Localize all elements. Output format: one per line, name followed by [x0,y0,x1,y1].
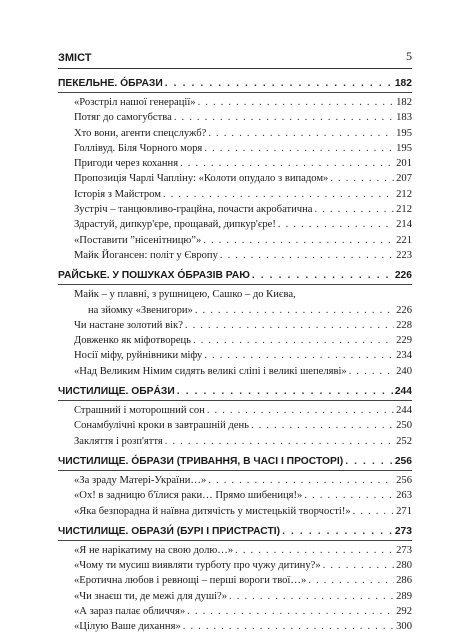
entry-title: Пропозиція Чарлі Чапліну: «Колоти опудало з випадом» [74,173,329,185]
leader-dots [353,504,394,519]
toc-section [58,267,412,379]
toc-entry[interactable] [74,248,412,263]
section-title: ЧИСТИЛИЩЕ. ОБРÁЗИ [58,386,175,398]
entry-page: 280 [396,560,412,572]
toc-entry[interactable] [74,604,412,619]
toc-entry[interactable] [74,573,412,588]
entry-page: 195 [396,127,412,139]
leader-dots [165,434,394,449]
entry-page: 250 [396,420,412,432]
toc-entry[interactable] [74,126,412,141]
section-heading[interactable] [58,267,412,285]
entry-title: «Яка безпорадна й наївна дитячість у мистецькій творчості!» [74,505,351,517]
entry-title: Сонамбулічні кроки в завтрашній день [74,420,249,432]
entry-page: 244 [396,405,412,417]
entry-page: 234 [396,350,412,362]
entry-page: 273 [396,544,412,556]
entry-title: на зйомку «Звенигори» [88,304,193,316]
section-title: ПЕКЕЛЬНЕ. ÓБРАЗИ [58,78,163,89]
entry-title-line1: Майк – у плавні, з рушницею, Сашко – до Києва, [74,289,296,301]
entry-page: 223 [396,249,412,261]
leader-dots [185,318,394,333]
entry-page: 214 [396,219,412,231]
leader-dots [252,267,393,284]
entry-page: 195 [396,142,412,154]
leader-dots [282,523,393,540]
leader-dots [177,383,393,400]
entry-title: «Я не нарікатиму на свою долю…» [74,544,234,556]
entry-title: Історія з Майстром [74,188,161,200]
leader-dots [193,333,394,348]
leader-dots [165,75,393,92]
toc-entry[interactable] [74,187,412,202]
entry-title: «Розстріл нашої генерації» [74,97,196,108]
toc-section [58,75,412,263]
leader-dots [330,171,394,186]
leader-dots [198,95,395,110]
toc-entry[interactable] [74,488,412,503]
entry-title: «Цілую Ваше дихання» [74,621,181,633]
leader-dots [235,543,394,558]
toc-entry[interactable] [74,504,412,519]
entry-page: 207 [396,173,412,185]
leader-dots [204,141,394,156]
entry-page: 229 [396,335,412,347]
toc-entry[interactable] [74,364,412,379]
toc-entry[interactable] [74,348,412,363]
toc-entry[interactable] [74,558,412,573]
entry-title: Хто вони, агенти спецслужб? [74,127,207,139]
section-title: ЧИСТИЛИЩЕ. ÓБРАЗИ (ТРИВАННЯ, В ЧАСІ І ПРОСТОРІ) [58,455,344,467]
entry-title: Майк Йогансен: політ у Європу [74,249,218,261]
entry-title: Пригоди через кохання [74,158,179,170]
entry-title: «Еротична любов і ревнощі – перші вороги твої…» [74,575,307,587]
leader-dots [208,126,394,141]
leader-dots [251,418,394,433]
toc-section [58,523,412,635]
section-page: 226 [394,270,412,282]
leader-dots [180,156,394,171]
toc-entry[interactable] [74,473,412,488]
entry-page: 212 [396,204,412,216]
entry-page: 292 [396,606,412,618]
entry-page: 289 [396,590,412,602]
toc-entry[interactable] [74,202,412,217]
section-page: 273 [394,525,412,537]
leader-dots [315,202,395,217]
entry-title: Потяг до самогубства [74,112,172,124]
entry-title: «Чому ти мусиш виявляти турботу про чужу дитину?» [74,560,321,572]
toc-entry[interactable] [74,156,412,171]
entry-page: 263 [396,490,412,502]
leader-dots [229,589,394,604]
toc-section [58,453,412,519]
entry-title: «Ох! в задницю б'їлися раки… Прямо шибениця!» [74,490,303,502]
section-heading[interactable] [58,453,412,471]
section-title: РАЙСЬКЕ. У ПОШУКАХ ÓБРАЗІВ РАЮ [58,270,250,282]
leader-dots [278,217,394,232]
entry-page: 212 [396,188,412,200]
entry-title: Здрастуй, дипкур'єре, прощавай, дипкур'єре! [74,219,276,231]
toc-entry[interactable] [74,171,412,186]
toc-entry[interactable] [74,110,412,125]
leader-dots [204,348,394,363]
entry-page: 240 [396,365,412,377]
leader-dots [187,604,394,619]
section-heading[interactable] [58,523,412,541]
entry-page: 226 [396,304,412,316]
section-page: 182 [394,78,412,89]
toc-entry[interactable] [74,233,412,248]
entry-page: 286 [396,575,412,587]
toc-entry[interactable] [74,318,412,333]
leader-dots [203,233,394,248]
toc-section [58,383,412,449]
entry-title: Носії міфу, руйнівники міфу [74,350,203,362]
section-page: 256 [394,455,412,467]
toc-entry[interactable] [74,333,412,348]
entry-title: Довженко як міфотворець [74,335,192,347]
entry-page: 300 [396,621,412,633]
entry-page: 201 [396,158,412,170]
leader-dots [183,619,394,634]
running-header [58,46,412,69]
leader-dots [345,453,393,470]
entry-page: 252 [396,435,412,447]
entry-title: «Чи знаєш ти, де межі для душі?» [74,590,228,602]
entry-page: 228 [396,319,412,331]
toc-entry[interactable] [74,434,412,449]
entry-title: Закляття і розп'яття [74,435,163,447]
section-page: 244 [394,386,412,398]
entry-page: 221 [396,234,412,246]
entry-title: «За зраду Матері-України…» [74,474,207,486]
toc-entry[interactable] [74,543,412,558]
toc-entry[interactable] [74,418,412,433]
leader-dots [174,110,394,125]
entry-page: 182 [396,97,412,108]
table-of-contents [58,73,412,639]
leader-dots [207,403,394,418]
toc-entry[interactable] [74,403,412,418]
header-page-number: 5 [406,49,412,63]
leader-dots [304,488,394,503]
leader-dots [349,364,394,379]
entry-title: Чи настане золотий вік? [74,319,183,331]
section-title: ЧИСТИЛИЩЕ. ОБРАЗИ́ (БУРІ І ПРИСТРАСТІ) [58,525,281,537]
entry-title: Страшний і моторошний сон [74,405,205,417]
entry-title: «Над Великим Німим сидять великі сліпі і великі шепеляві» [74,365,347,377]
leader-dots [195,303,394,318]
entry-title: Зустріч – танцювливо-грацйна, почасти акробатична [74,204,313,216]
header-title: ЗМІСТ [58,52,92,64]
entry-title: Голлівуд. Біля Чорного моря [74,142,203,154]
toc-entry[interactable] [74,287,412,318]
toc-entry[interactable] [74,589,412,604]
entry-page: 256 [396,474,412,486]
toc-entry[interactable] [74,95,412,110]
leader-dots [208,473,394,488]
leader-dots [323,558,394,573]
leader-dots [308,573,394,588]
section-heading[interactable] [58,383,412,401]
entry-title: «Поставити ˮнісенітницюˮ» [74,234,202,246]
leader-dots [220,248,394,263]
entry-title: «А зараз палає обличчя» [74,606,186,618]
entry-page: 183 [396,112,412,124]
toc-entry[interactable] [74,619,412,634]
leader-dots [163,187,394,202]
section-heading[interactable] [58,75,412,93]
entry-page: 271 [396,505,412,517]
toc-entry[interactable] [74,141,412,156]
toc-entry[interactable] [74,217,412,232]
